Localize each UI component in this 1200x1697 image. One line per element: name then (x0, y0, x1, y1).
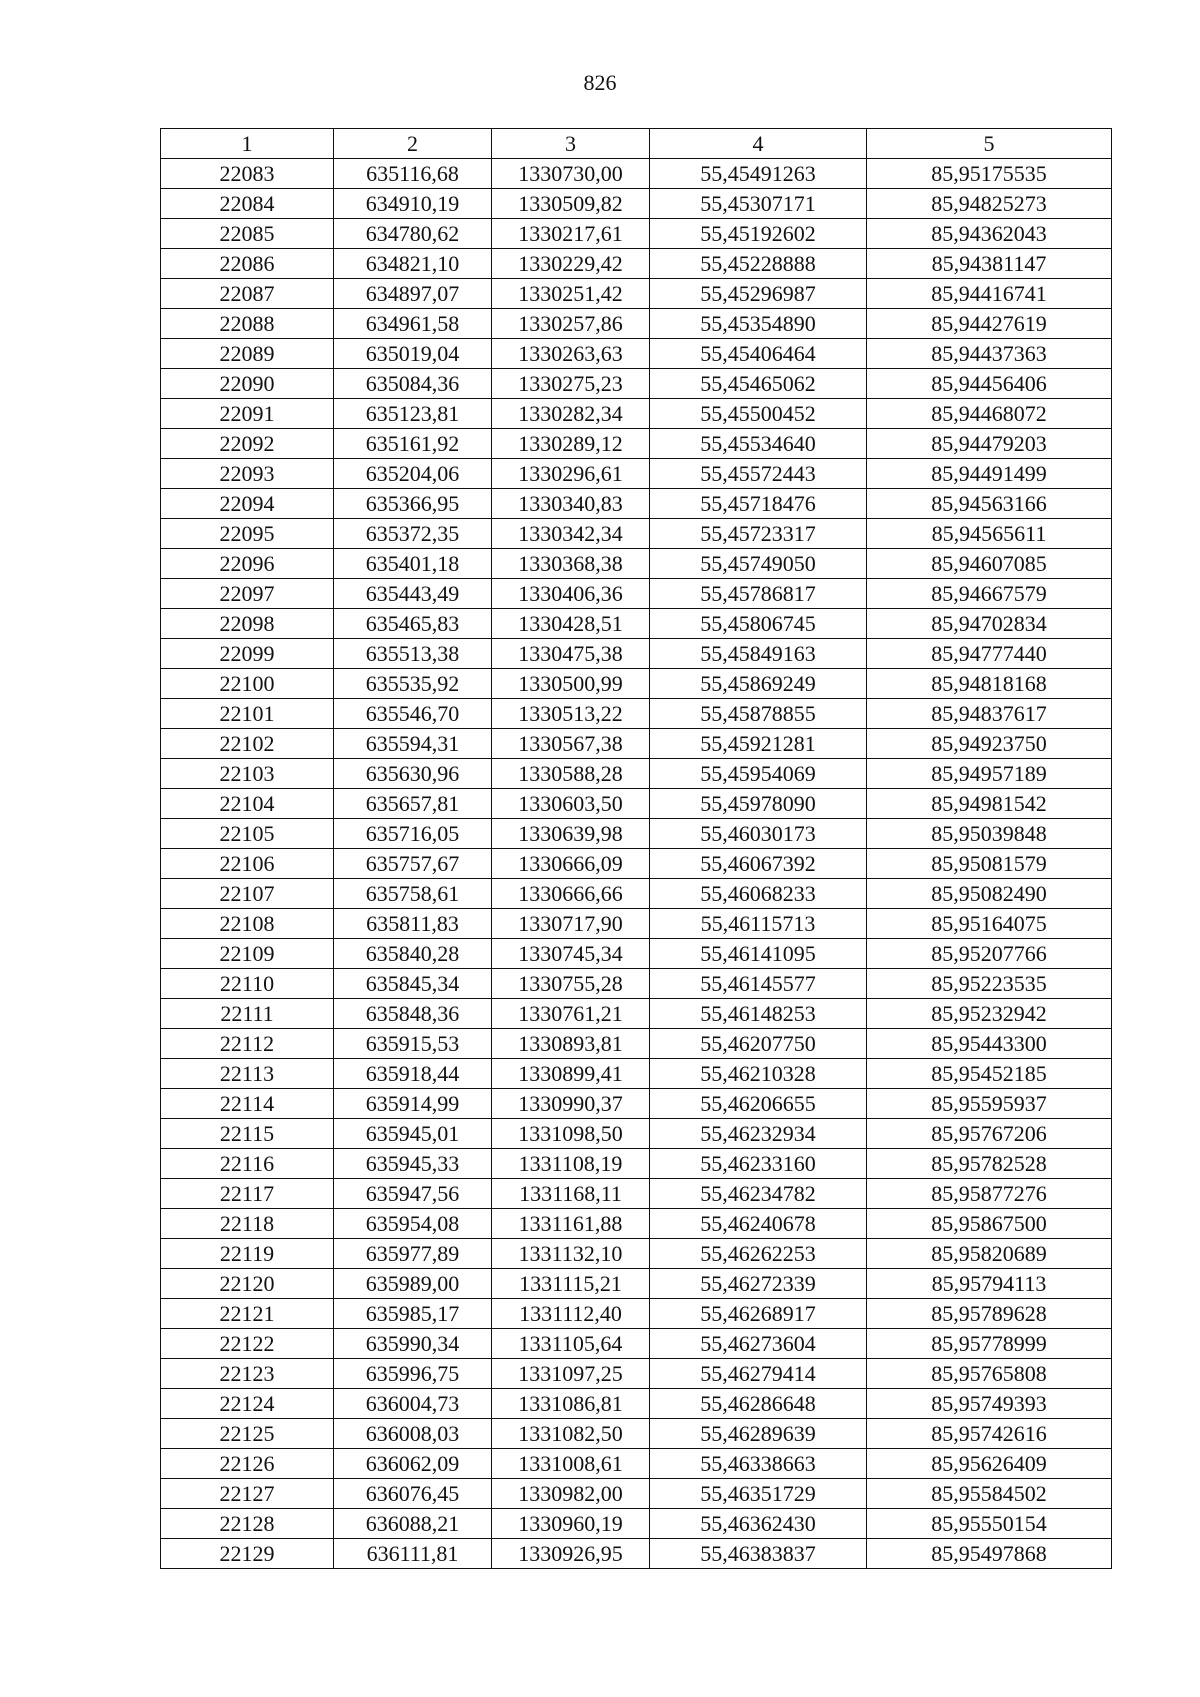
table-cell-col-1: 22123 (161, 1359, 334, 1389)
table-cell-col-3: 1330217,61 (492, 219, 650, 249)
table-cell-col-3: 1330251,42 (492, 279, 650, 309)
table-cell-col-3: 1331008,61 (492, 1449, 650, 1479)
table-cell-col-2: 635989,00 (334, 1269, 492, 1299)
table-cell-col-5: 85,94923750 (867, 729, 1112, 759)
table-cell-col-2: 635465,83 (334, 609, 492, 639)
table-cell-col-4: 55,46240678 (650, 1209, 867, 1239)
table-cell-col-4: 55,45307171 (650, 189, 867, 219)
table-cell-col-2: 635996,75 (334, 1359, 492, 1389)
table-cell-col-1: 22111 (161, 999, 334, 1029)
table-cell-col-4: 55,46207750 (650, 1029, 867, 1059)
table-cell-col-5: 85,95595937 (867, 1089, 1112, 1119)
table-cell-col-2: 635945,01 (334, 1119, 492, 1149)
table-cell-col-5: 85,95877276 (867, 1179, 1112, 1209)
table-cell-col-2: 636076,45 (334, 1479, 492, 1509)
table-cell-col-1: 22115 (161, 1119, 334, 1149)
table-cell-col-1: 22097 (161, 579, 334, 609)
table-row (161, 849, 1112, 879)
table-cell-col-4: 55,46279414 (650, 1359, 867, 1389)
table-header (161, 129, 1112, 159)
table-cell-col-3: 1331082,50 (492, 1419, 650, 1449)
table-cell-col-1: 22102 (161, 729, 334, 759)
table-row (161, 819, 1112, 849)
table-row (161, 939, 1112, 969)
table-cell-col-2: 634910,19 (334, 189, 492, 219)
table-cell-col-4: 55,45806745 (650, 609, 867, 639)
table-cell-col-3: 1330296,61 (492, 459, 650, 489)
table-cell-col-1: 22112 (161, 1029, 334, 1059)
table-cell-col-2: 635084,36 (334, 369, 492, 399)
table-cell-col-4: 55,46289639 (650, 1419, 867, 1449)
table-cell-col-1: 22091 (161, 399, 334, 429)
table-cell-col-5: 85,95782528 (867, 1149, 1112, 1179)
table-cell-col-1: 22108 (161, 909, 334, 939)
table-cell-col-5: 85,94491499 (867, 459, 1112, 489)
table-row (161, 1539, 1112, 1569)
table-cell-col-1: 22094 (161, 489, 334, 519)
table-row (161, 759, 1112, 789)
table-cell-col-5: 85,95765808 (867, 1359, 1112, 1389)
table-cell-col-3: 1330263,63 (492, 339, 650, 369)
table-cell-col-1: 22128 (161, 1509, 334, 1539)
table-cell-col-2: 635757,67 (334, 849, 492, 879)
table-cell-col-3: 1330289,12 (492, 429, 650, 459)
table-cell-col-3: 1331112,40 (492, 1299, 650, 1329)
table-cell-col-1: 22092 (161, 429, 334, 459)
table-cell-col-4: 55,46234782 (650, 1179, 867, 1209)
table-row (161, 1149, 1112, 1179)
table-cell-col-5: 85,94565611 (867, 519, 1112, 549)
table-cell-col-5: 85,94456406 (867, 369, 1112, 399)
table-cell-col-3: 1331098,50 (492, 1119, 650, 1149)
table-cell-col-2: 635848,36 (334, 999, 492, 1029)
table-row (161, 1029, 1112, 1059)
table-cell-col-4: 55,45572443 (650, 459, 867, 489)
table-row (161, 369, 1112, 399)
table-cell-col-4: 55,45786817 (650, 579, 867, 609)
table-row (161, 1239, 1112, 1269)
table-cell-col-3: 1330990,37 (492, 1089, 650, 1119)
table-cell-col-2: 635758,61 (334, 879, 492, 909)
table-cell-col-2: 635019,04 (334, 339, 492, 369)
table-cell-col-5: 85,95443300 (867, 1029, 1112, 1059)
table-row (161, 429, 1112, 459)
coordinates-table (160, 128, 1112, 1569)
table-cell-col-1: 22126 (161, 1449, 334, 1479)
table-cell-col-5: 85,94381147 (867, 249, 1112, 279)
table-row (161, 639, 1112, 669)
table-cell-col-5: 85,94479203 (867, 429, 1112, 459)
table-cell-col-3: 1330755,28 (492, 969, 650, 999)
header-row (161, 129, 1112, 159)
header-cell-4: 4 (650, 129, 867, 159)
table-cell-col-5: 85,94702834 (867, 609, 1112, 639)
table-cell-col-2: 635443,49 (334, 579, 492, 609)
table-cell-col-2: 635985,17 (334, 1299, 492, 1329)
table-row (161, 399, 1112, 429)
table-cell-col-2: 635204,06 (334, 459, 492, 489)
table-cell-col-4: 55,45192602 (650, 219, 867, 249)
table-cell-col-1: 22106 (161, 849, 334, 879)
table-row (161, 1209, 1112, 1239)
table-cell-col-1: 22114 (161, 1089, 334, 1119)
table-cell-col-5: 85,94667579 (867, 579, 1112, 609)
table-cell-col-3: 1330926,95 (492, 1539, 650, 1569)
table-cell-col-1: 22090 (161, 369, 334, 399)
table-cell-col-5: 85,95175535 (867, 159, 1112, 189)
table-row (161, 279, 1112, 309)
table-cell-col-4: 55,46141095 (650, 939, 867, 969)
table-cell-col-5: 85,94362043 (867, 219, 1112, 249)
table-cell-col-2: 635116,68 (334, 159, 492, 189)
table-cell-col-4: 55,46210328 (650, 1059, 867, 1089)
table-cell-col-4: 55,45878855 (650, 699, 867, 729)
table-cell-col-5: 85,95767206 (867, 1119, 1112, 1149)
table-cell-col-5: 85,95820689 (867, 1239, 1112, 1269)
table-cell-col-4: 55,46272339 (650, 1269, 867, 1299)
table-cell-col-2: 635630,96 (334, 759, 492, 789)
table-row (161, 1509, 1112, 1539)
table-cell-col-2: 635914,99 (334, 1089, 492, 1119)
table-cell-col-4: 55,46383837 (650, 1539, 867, 1569)
table-cell-col-3: 1330509,82 (492, 189, 650, 219)
table-cell-col-4: 55,45978090 (650, 789, 867, 819)
table-cell-col-1: 22098 (161, 609, 334, 639)
table-cell-col-4: 55,46232934 (650, 1119, 867, 1149)
table-cell-col-1: 22083 (161, 159, 334, 189)
table-cell-col-5: 85,95778999 (867, 1329, 1112, 1359)
table-cell-col-1: 22120 (161, 1269, 334, 1299)
table-cell-col-3: 1330282,34 (492, 399, 650, 429)
table-cell-col-3: 1330603,50 (492, 789, 650, 819)
table-cell-col-2: 635594,31 (334, 729, 492, 759)
table-cell-col-4: 55,46286648 (650, 1389, 867, 1419)
table-cell-col-2: 635372,35 (334, 519, 492, 549)
table-row (161, 1479, 1112, 1509)
table-row (161, 579, 1112, 609)
table-cell-col-2: 635657,81 (334, 789, 492, 819)
table-cell-col-1: 22121 (161, 1299, 334, 1329)
table-cell-col-4: 55,46067392 (650, 849, 867, 879)
table-cell-col-1: 22105 (161, 819, 334, 849)
table-cell-col-1: 22116 (161, 1149, 334, 1179)
table-cell-col-1: 22100 (161, 669, 334, 699)
header-cell-2: 2 (334, 129, 492, 159)
table-cell-col-1: 22125 (161, 1419, 334, 1449)
table-cell-col-3: 1331168,11 (492, 1179, 650, 1209)
table-cell-col-4: 55,46206655 (650, 1089, 867, 1119)
table-cell-col-2: 635535,92 (334, 669, 492, 699)
table-cell-col-2: 635401,18 (334, 549, 492, 579)
table-row (161, 789, 1112, 819)
table-cell-col-5: 85,95789628 (867, 1299, 1112, 1329)
table-cell-col-3: 1330500,99 (492, 669, 650, 699)
header-cell-5: 5 (867, 129, 1112, 159)
table-row (161, 249, 1112, 279)
table-cell-col-4: 55,45465062 (650, 369, 867, 399)
table-cell-col-5: 85,95749393 (867, 1389, 1112, 1419)
table-cell-col-2: 635161,92 (334, 429, 492, 459)
table-cell-col-4: 55,45749050 (650, 549, 867, 579)
table-cell-col-4: 55,45296987 (650, 279, 867, 309)
table-cell-col-5: 85,95584502 (867, 1479, 1112, 1509)
table-cell-col-3: 1331097,25 (492, 1359, 650, 1389)
table-cell-col-2: 635945,33 (334, 1149, 492, 1179)
table-cell-col-3: 1330893,81 (492, 1029, 650, 1059)
table-cell-col-1: 22101 (161, 699, 334, 729)
table-cell-col-1: 22110 (161, 969, 334, 999)
table-cell-col-2: 636004,73 (334, 1389, 492, 1419)
table-cell-col-5: 85,95867500 (867, 1209, 1112, 1239)
table-cell-col-1: 22099 (161, 639, 334, 669)
table-cell-col-2: 635947,56 (334, 1179, 492, 1209)
table-row (161, 1389, 1112, 1419)
table-cell-col-2: 636008,03 (334, 1419, 492, 1449)
table-cell-col-3: 1330406,36 (492, 579, 650, 609)
table-cell-col-5: 85,94957189 (867, 759, 1112, 789)
table-row (161, 519, 1112, 549)
table-row (161, 1269, 1112, 1299)
table-cell-col-3: 1330639,98 (492, 819, 650, 849)
table-cell-col-3: 1330513,22 (492, 699, 650, 729)
table-cell-col-3: 1330982,00 (492, 1479, 650, 1509)
table-cell-col-3: 1330745,34 (492, 939, 650, 969)
table-cell-col-2: 634897,07 (334, 279, 492, 309)
table-cell-col-1: 22107 (161, 879, 334, 909)
table-cell-col-5: 85,94825273 (867, 189, 1112, 219)
table-cell-col-2: 635845,34 (334, 969, 492, 999)
table-cell-col-4: 55,45354890 (650, 309, 867, 339)
table-cell-col-4: 55,45491263 (650, 159, 867, 189)
table-cell-col-2: 635954,08 (334, 1209, 492, 1239)
table-cell-col-1: 22117 (161, 1179, 334, 1209)
table-cell-col-4: 55,46262253 (650, 1239, 867, 1269)
table-cell-col-4: 55,45500452 (650, 399, 867, 429)
table-row (161, 879, 1112, 909)
table-cell-col-3: 1330340,83 (492, 489, 650, 519)
table-row (161, 1419, 1112, 1449)
table-cell-col-4: 55,46338663 (650, 1449, 867, 1479)
table-cell-col-3: 1330899,41 (492, 1059, 650, 1089)
table-cell-col-4: 55,46268917 (650, 1299, 867, 1329)
table-cell-col-5: 85,95232942 (867, 999, 1112, 1029)
table-row (161, 189, 1112, 219)
table-cell-col-1: 22104 (161, 789, 334, 819)
table-cell-col-4: 55,46148253 (650, 999, 867, 1029)
table-cell-col-1: 22129 (161, 1539, 334, 1569)
table-row (161, 489, 1112, 519)
table-cell-col-4: 55,46068233 (650, 879, 867, 909)
table-cell-col-4: 55,46273604 (650, 1329, 867, 1359)
table-cell-col-5: 85,94777440 (867, 639, 1112, 669)
table-cell-col-1: 22122 (161, 1329, 334, 1359)
table-cell-col-5: 85,94607085 (867, 549, 1112, 579)
table-cell-col-3: 1330229,42 (492, 249, 650, 279)
table-cell-col-3: 1330730,00 (492, 159, 650, 189)
table-cell-col-2: 635915,53 (334, 1029, 492, 1059)
table-cell-col-5: 85,94981542 (867, 789, 1112, 819)
table-cell-col-5: 85,94427619 (867, 309, 1112, 339)
table-cell-col-2: 635546,70 (334, 699, 492, 729)
table-cell-col-2: 635840,28 (334, 939, 492, 969)
table-cell-col-3: 1331108,19 (492, 1149, 650, 1179)
table-cell-col-5: 85,95039848 (867, 819, 1112, 849)
table-cell-col-2: 636062,09 (334, 1449, 492, 1479)
table-cell-col-5: 85,95081579 (867, 849, 1112, 879)
header-cell-1: 1 (161, 129, 334, 159)
table-cell-col-5: 85,95223535 (867, 969, 1112, 999)
table-row (161, 549, 1112, 579)
table-cell-col-4: 55,45406464 (650, 339, 867, 369)
table-cell-col-1: 22093 (161, 459, 334, 489)
table-row (161, 999, 1112, 1029)
table-cell-col-2: 634780,62 (334, 219, 492, 249)
table-cell-col-4: 55,46233160 (650, 1149, 867, 1179)
table-row (161, 699, 1112, 729)
table-cell-col-4: 55,45954069 (650, 759, 867, 789)
table-row (161, 1449, 1112, 1479)
table-cell-col-1: 22103 (161, 759, 334, 789)
table-row (161, 669, 1112, 699)
table-row (161, 1119, 1112, 1149)
table-cell-col-2: 636088,21 (334, 1509, 492, 1539)
table-cell-col-1: 22109 (161, 939, 334, 969)
table-cell-col-1: 22096 (161, 549, 334, 579)
table-cell-col-4: 55,45869249 (650, 669, 867, 699)
table-cell-col-2: 634961,58 (334, 309, 492, 339)
table-cell-col-5: 85,94563166 (867, 489, 1112, 519)
table-cell-col-4: 55,46145577 (650, 969, 867, 999)
header-cell-3: 3 (492, 129, 650, 159)
table-row (161, 339, 1112, 369)
table-cell-col-4: 55,45534640 (650, 429, 867, 459)
table-cell-col-3: 1330960,19 (492, 1509, 650, 1539)
table-cell-col-5: 85,94437363 (867, 339, 1112, 369)
table-cell-col-5: 85,95794113 (867, 1269, 1112, 1299)
table-cell-col-3: 1331105,64 (492, 1329, 650, 1359)
table-cell-col-5: 85,95550154 (867, 1509, 1112, 1539)
table-cell-col-3: 1331161,88 (492, 1209, 650, 1239)
table-cell-col-1: 22124 (161, 1389, 334, 1419)
table-row (161, 909, 1112, 939)
table-cell-col-5: 85,95497868 (867, 1539, 1112, 1569)
table-cell-col-3: 1330666,66 (492, 879, 650, 909)
table-cell-col-1: 22084 (161, 189, 334, 219)
table-cell-col-3: 1330275,23 (492, 369, 650, 399)
table-row (161, 729, 1112, 759)
table-cell-col-1: 22119 (161, 1239, 334, 1269)
table-cell-col-4: 55,46030173 (650, 819, 867, 849)
table-cell-col-1: 22113 (161, 1059, 334, 1089)
table-row (161, 969, 1112, 999)
table-cell-col-5: 85,94837617 (867, 699, 1112, 729)
table-cell-col-1: 22118 (161, 1209, 334, 1239)
table-cell-col-2: 635811,83 (334, 909, 492, 939)
table-row (161, 1089, 1112, 1119)
table-cell-col-4: 55,45921281 (650, 729, 867, 759)
table-cell-col-2: 635366,95 (334, 489, 492, 519)
table-cell-col-5: 85,95626409 (867, 1449, 1112, 1479)
table-cell-col-2: 635977,89 (334, 1239, 492, 1269)
table-cell-col-3: 1330717,90 (492, 909, 650, 939)
table-cell-col-4: 55,46362430 (650, 1509, 867, 1539)
table-row (161, 609, 1112, 639)
table-row (161, 1329, 1112, 1359)
table-cell-col-4: 55,45718476 (650, 489, 867, 519)
table-cell-col-3: 1330428,51 (492, 609, 650, 639)
table-cell-col-2: 635513,38 (334, 639, 492, 669)
table-cell-col-4: 55,46115713 (650, 909, 867, 939)
table-cell-col-5: 85,94818168 (867, 669, 1112, 699)
table-row (161, 219, 1112, 249)
table-cell-col-5: 85,95082490 (867, 879, 1112, 909)
table-cell-col-5: 85,94416741 (867, 279, 1112, 309)
table-cell-col-3: 1330257,86 (492, 309, 650, 339)
table-cell-col-3: 1330475,38 (492, 639, 650, 669)
table-cell-col-3: 1331086,81 (492, 1389, 650, 1419)
table-cell-col-2: 634821,10 (334, 249, 492, 279)
page-number: 826 (583, 70, 617, 95)
table-cell-col-1: 22127 (161, 1479, 334, 1509)
table-cell-col-1: 22086 (161, 249, 334, 279)
table-cell-col-1: 22087 (161, 279, 334, 309)
table-cell-col-5: 85,95742616 (867, 1419, 1112, 1449)
table-cell-col-4: 55,46351729 (650, 1479, 867, 1509)
table-cell-col-1: 22089 (161, 339, 334, 369)
table-cell-col-5: 85,95164075 (867, 909, 1112, 939)
table-cell-col-4: 55,45228888 (650, 249, 867, 279)
table-body (161, 159, 1112, 1569)
table-cell-col-2: 635716,05 (334, 819, 492, 849)
table-cell-col-5: 85,94468072 (867, 399, 1112, 429)
table-cell-col-1: 22095 (161, 519, 334, 549)
table-cell-col-3: 1330567,38 (492, 729, 650, 759)
table-row (161, 1299, 1112, 1329)
table-row (161, 1359, 1112, 1389)
table-cell-col-1: 22085 (161, 219, 334, 249)
table-row (161, 459, 1112, 489)
table-row (161, 309, 1112, 339)
table-cell-col-3: 1330342,34 (492, 519, 650, 549)
table-row (161, 1179, 1112, 1209)
table-cell-col-3: 1331115,21 (492, 1269, 650, 1299)
table-cell-col-2: 635990,34 (334, 1329, 492, 1359)
table-row (161, 159, 1112, 189)
table-cell-col-5: 85,95452185 (867, 1059, 1112, 1089)
table-cell-col-2: 635123,81 (334, 399, 492, 429)
table-cell-col-1: 22088 (161, 309, 334, 339)
table-cell-col-3: 1331132,10 (492, 1239, 650, 1269)
table-row (161, 1059, 1112, 1089)
table-cell-col-5: 85,95207766 (867, 939, 1112, 969)
table-cell-col-4: 55,45849163 (650, 639, 867, 669)
table-cell-col-3: 1330588,28 (492, 759, 650, 789)
table-cell-col-2: 636111,81 (334, 1539, 492, 1569)
table-cell-col-3: 1330666,09 (492, 849, 650, 879)
table-cell-col-3: 1330368,38 (492, 549, 650, 579)
table-cell-col-4: 55,45723317 (650, 519, 867, 549)
table-cell-col-2: 635918,44 (334, 1059, 492, 1089)
table-cell-col-3: 1330761,21 (492, 999, 650, 1029)
